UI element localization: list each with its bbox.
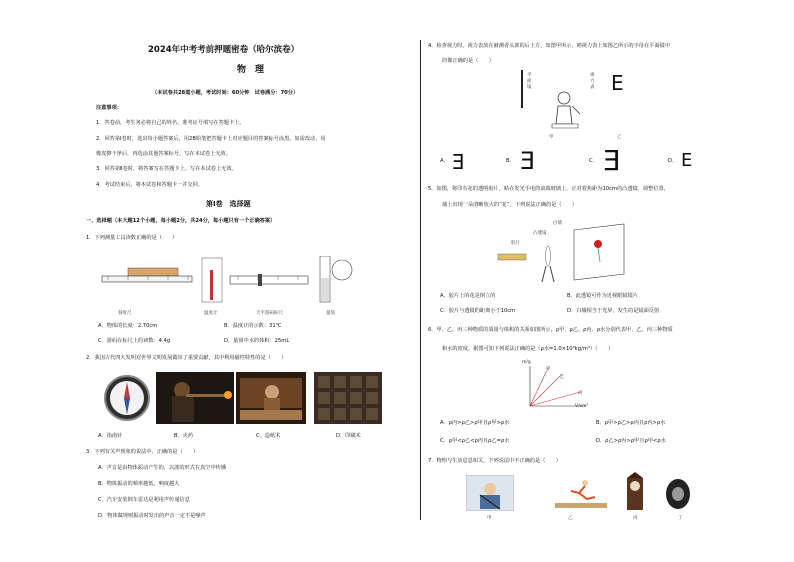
exam-title: 2024年中考考前押题密卷（哈尔滨卷） bbox=[148, 45, 300, 55]
q6-option: D．ρ乙>ρ丙>ρ甲且ρ甲<ρ水 bbox=[596, 438, 666, 444]
thermometer-liquid bbox=[210, 270, 213, 300]
q3-option: A．声音是由物体振动产生的，以波的形式在真空中传播 bbox=[98, 465, 227, 471]
q6-stem: 6．甲、乙、丙三种物质的质量与体积的关系如图所示，ρ甲、ρ乙、ρ丙、ρ水分别代表甲、乙、丙三种物质 bbox=[428, 327, 673, 333]
q6-option: A．ρ丙>ρ乙>ρ甲且ρ甲>ρ水 bbox=[440, 420, 510, 426]
q4-option-d-letter: E bbox=[681, 150, 693, 171]
chart-label: 视力表 bbox=[590, 73, 595, 90]
graph-xlabel: V/cm³ bbox=[575, 404, 589, 409]
series-label: 甲 bbox=[546, 367, 551, 372]
film-label: 胶片 bbox=[511, 241, 520, 246]
q7-caption: 丁 bbox=[678, 516, 683, 521]
q4-option: B． bbox=[506, 158, 515, 164]
eye-chart-letter: E bbox=[611, 71, 624, 95]
q4-option-c-letter: E bbox=[603, 144, 621, 177]
q5-stem-cont: 墙上出现一朵清晰放大的“花”。下列说法正确的是（ ） bbox=[442, 202, 578, 208]
q2-option: A．指南针 bbox=[98, 433, 123, 439]
q4-figure-person bbox=[512, 68, 592, 134]
q5-stem: 5．如图，将印有花的透明胶片，贴在发光手电筒前端玻璃上，正对着焦距为10cm的凸透镜，调整位置， bbox=[428, 186, 669, 192]
cylinder-water bbox=[321, 278, 329, 301]
wall-label: 白墙 bbox=[553, 221, 562, 226]
q1-option: D．量筒中水的体积：25mL bbox=[224, 338, 290, 344]
note-line: 橡皮擦干净后，再选涂其他答案标号。写在本试卷上无效。 bbox=[96, 151, 231, 157]
balance-scale bbox=[230, 276, 308, 284]
q5-option: B．此透镜可作为近视眼镜镜片 bbox=[567, 293, 638, 299]
q7-caption: 丙 bbox=[633, 516, 638, 521]
q5-option: D．白墙相当于光屏，发生的是镜面反射 bbox=[567, 308, 660, 314]
q3-option: D．物体做规则振动时发出的声音一定不是噪声 bbox=[98, 513, 206, 519]
fig-label-yi: 乙 bbox=[617, 135, 622, 140]
q4-option-a-letter: E bbox=[452, 150, 465, 174]
q7-caption: 乙 bbox=[568, 516, 573, 521]
q7-stem: 7．物理与生活息息相关，下列说法中不正确的是（ ） bbox=[428, 458, 561, 464]
q5-option: A．胶片上的花是倒立的 bbox=[440, 293, 496, 299]
q1-caption: 天平游码标尺 bbox=[256, 311, 283, 316]
ruler bbox=[102, 276, 192, 282]
note-line: 3．回答第Ⅱ卷时，将答案写在答题卡上。写在本试卷上无效。 bbox=[96, 166, 237, 172]
ruler-object bbox=[128, 268, 178, 276]
subject-title: 物 理 bbox=[237, 65, 265, 75]
q7-caption: 甲 bbox=[487, 516, 492, 521]
tire-image bbox=[664, 478, 692, 510]
clock-image bbox=[624, 472, 646, 512]
column-divider bbox=[420, 40, 421, 520]
graph-ylabel: m/g bbox=[522, 360, 531, 365]
q2-option: C．造纸术 bbox=[256, 433, 281, 439]
gunpowder-image bbox=[156, 372, 234, 424]
exam-info: （本试卷共28道小题，考试时间：60分钟 试卷满分：70分） bbox=[152, 90, 299, 96]
cylinder-zoom-circle bbox=[332, 260, 352, 280]
q3-stem: 3．下列有关声现象的说法中，正确的是（ ） bbox=[86, 449, 199, 455]
section-title: 第Ⅰ卷 选择题 bbox=[206, 200, 251, 208]
q6-stem-cont: 和水的密度，据图可知下列说法正确的是（ρ水=1.0×10³kg/m³）（ ） bbox=[442, 346, 614, 352]
q1-figures bbox=[98, 256, 358, 318]
note-line: 1．答卷前，考生务必将自己的姓名、准考证号填写在答题卡上。 bbox=[96, 120, 245, 126]
q4-option: A． bbox=[440, 158, 449, 164]
balance-rider bbox=[258, 274, 262, 286]
q6-option: B．ρ甲>ρ乙>ρ丙且ρ丙>ρ水 bbox=[596, 420, 666, 426]
fig-label-jia: 甲 bbox=[549, 135, 554, 140]
section-intro: 一、选择题（本大题12个小题，每小题2分，共24分，每小题只有一个正确答案） bbox=[86, 218, 276, 224]
q1-option: A．物体的长度：2.70cm bbox=[98, 323, 158, 329]
note-line: 4．考试结束后，将本试卷和答题卡一并交回。 bbox=[96, 182, 204, 188]
compass-image bbox=[98, 372, 156, 424]
q1-caption: 温度计 bbox=[204, 311, 218, 316]
q3-option: C．汽车安装倒车雷达是利用声传递信息 bbox=[98, 497, 190, 503]
lens-label: 凸透镜 bbox=[533, 231, 547, 236]
mirror-label: 平面镜 bbox=[527, 73, 532, 90]
q5-figure bbox=[496, 222, 632, 284]
q1-option: C．游码在标尺上的读数：4.4g bbox=[98, 338, 171, 344]
q2-option: B．火药 bbox=[174, 433, 194, 439]
q4-option: C． bbox=[589, 158, 598, 164]
q4-option: D． bbox=[668, 158, 678, 164]
q1-caption: 刻度尺 bbox=[118, 311, 132, 316]
q1-stem: 1．下列测量工具读数正确的是（ ） bbox=[86, 235, 178, 241]
series-label: 丙 bbox=[578, 391, 583, 396]
notes-title: 注意事项： bbox=[96, 105, 122, 111]
long-jump-image bbox=[555, 475, 607, 511]
papermaking-image bbox=[236, 372, 306, 424]
q4-stem: 4．检查视力时，视力表放在被测者头部的后上方，如图甲所示，则视力表上如图乙所示的字母在平面镜中 bbox=[428, 43, 670, 49]
q5-option: C．胶片与透镜的距离小于10cm bbox=[440, 308, 516, 314]
q2-stem: 2．我国古代四大发明对世界文明发展做出了重要贡献，其中利用磁性特性的是（ ） bbox=[86, 355, 287, 361]
q4-stem-cont: 的像正确的是（ ） bbox=[442, 58, 494, 64]
q1-caption: 量筒 bbox=[326, 311, 335, 316]
q4-option-b-letter: E bbox=[520, 147, 536, 175]
q6-option: C．ρ甲<ρ乙<ρ丙且ρ乙=ρ水 bbox=[440, 438, 510, 444]
note-line: 2．回答第Ⅰ卷时，选出每小题答案后，用2B铅笔把答题卡上对应题目的答案标号涂黑。如需改动，用 bbox=[96, 136, 326, 142]
series-label: 乙 bbox=[560, 375, 565, 380]
q1-option: B．温度计的示数：31℃ bbox=[224, 323, 282, 329]
printing-image bbox=[314, 372, 382, 424]
q3-option: B．物体振动的频率越低，响度越大 bbox=[98, 481, 180, 487]
q2-option: D．印刷术 bbox=[336, 433, 361, 439]
seatbelt-image bbox=[466, 475, 514, 511]
